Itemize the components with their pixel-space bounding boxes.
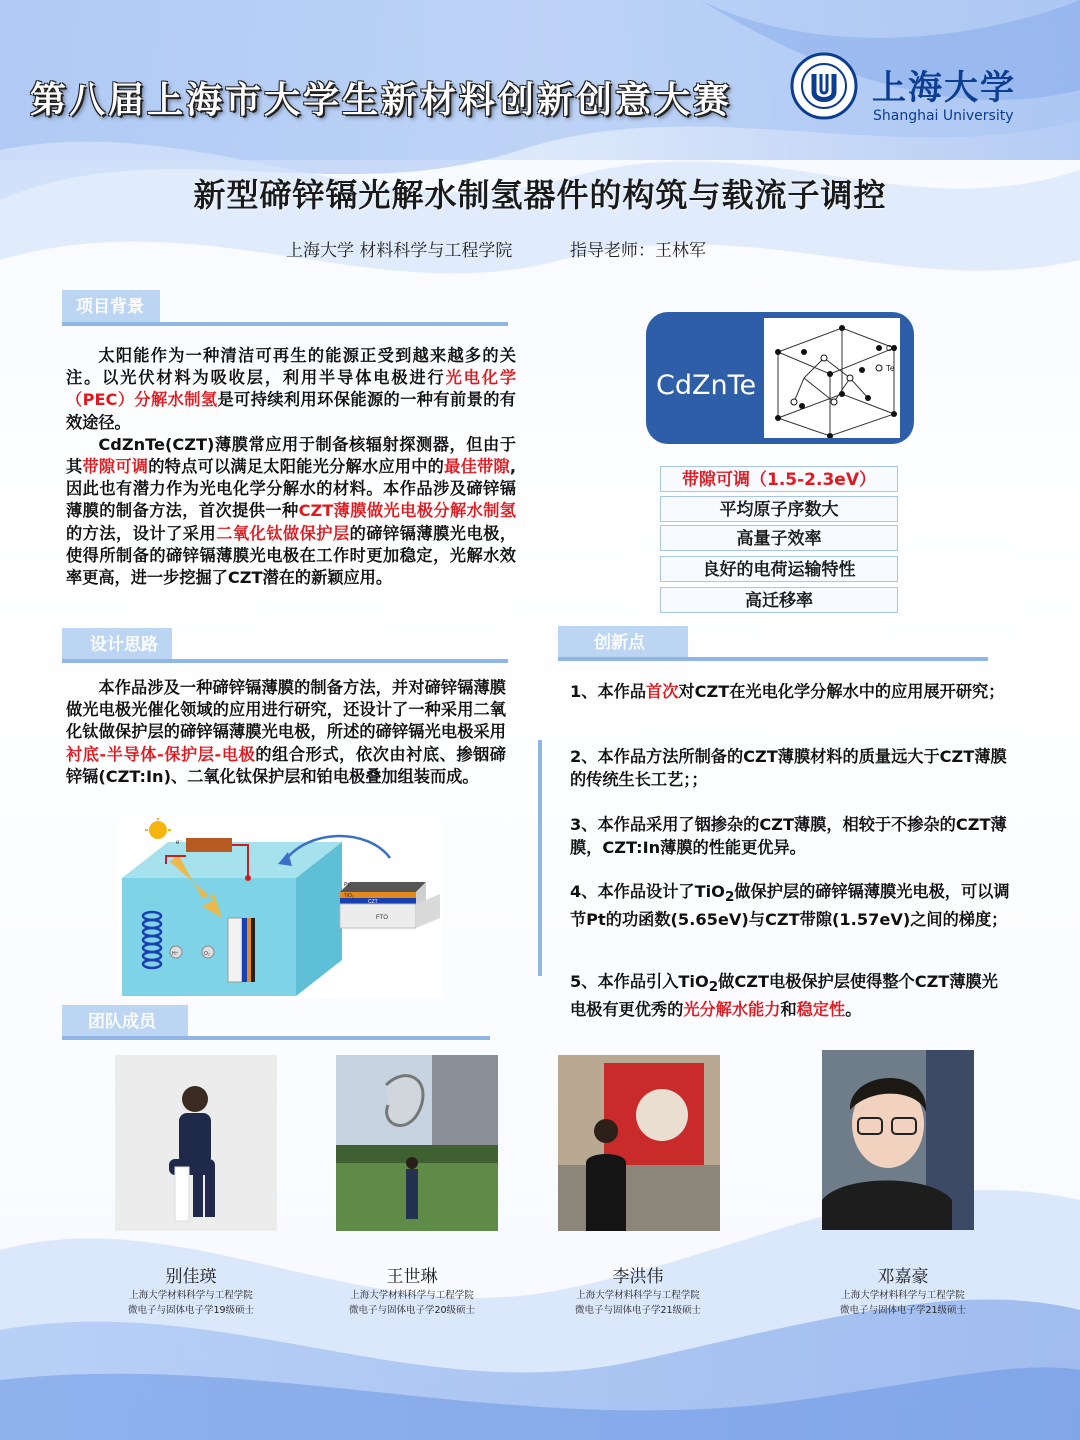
member-name: 邓嘉豪 xyxy=(877,1267,929,1287)
innovation-item: 2、本作品方法所制备的CZT薄膜材料的质量远大于CZT薄膜的传统生长工艺；； xyxy=(570,747,1007,789)
affiliation: 上海大学 材料科学与工程学院 xyxy=(286,241,513,261)
photoelectrode-diagram xyxy=(118,818,442,998)
advisor: 指导老师：王林军 xyxy=(570,241,706,261)
section-rule xyxy=(62,659,508,663)
innovation-item: 4、本作品设计了TiO$_2$做保护层的碲锌镉薄膜光电极，可以调节Pt的功函数(5.65eV)与CZT带隙(1.57eV)之间的梯度； xyxy=(570,882,1010,929)
design-text: 本作品涉及一种碲锌镉薄膜的制备方法，并对碲锌镉薄膜做光电极光催化领域的应用进行研究，还设计了一种采用二氧化钛做保护层的碲锌镉薄膜光电极，所述的碲锌镉光电极采用衬底-半导体-保护层-电极的组合形式，依次由衬底、掺铟碲锌镉(CZT:In)、二氧化钛保护层和铂电极叠加组装而成。 xyxy=(66,678,506,786)
member-photo xyxy=(115,1055,277,1231)
poster-title: 新型碲锌镉光解水制氢器件的构筑与载流子调控 xyxy=(193,176,887,214)
section-heading-innovation: 创新点 xyxy=(558,626,688,660)
section-heading-team: 团队成员 xyxy=(62,1005,188,1039)
university-logo-cn: 上海大学 xyxy=(872,68,1016,108)
member-name: 王世琳 xyxy=(386,1267,438,1287)
university-emblem-icon xyxy=(790,52,858,120)
member-info: 上海大学材料科学与工程学院 微电子与固体电子学21级硕士 xyxy=(839,1290,967,1316)
competition-title: 第八届上海市大学生新材料创新创意大赛 xyxy=(30,79,733,121)
layer-fto-label: FTO xyxy=(376,915,388,921)
diagram-o2-mark: O₂ xyxy=(204,951,210,957)
university-logo-en: Shanghai University xyxy=(873,108,1014,124)
layer-czt-label: CZT xyxy=(368,899,378,905)
legend-te: Te xyxy=(886,364,895,373)
member-info: 上海大学材料科学与工程学院 微电子与固体电子学20级硕士 xyxy=(348,1290,476,1316)
layer-pt-label: Pt xyxy=(344,882,349,888)
section-heading-background: 项目背景 xyxy=(62,290,160,324)
innovation-side-bar xyxy=(538,740,542,976)
feature-item: 带隙可调（1.5-2.3eV） xyxy=(660,466,898,492)
innovation-item: 3、本作品采用了铟掺杂的CZT薄膜，相较于不掺杂的CZT薄膜，CZT:In薄膜的性能更优异。 xyxy=(570,815,1007,857)
innovation-item: 1、本作品首次对CZT在光电化学分解水中的应用展开研究； xyxy=(570,682,1005,701)
member-info: 上海大学材料科学与工程学院 微电子与固体电子学19级硕士 xyxy=(127,1290,255,1316)
member-photo xyxy=(558,1055,720,1231)
feature-item: 高迁移率 xyxy=(660,587,898,613)
diagram-h-mark: H⁺ xyxy=(172,951,179,957)
feature-item: 高量子效率 xyxy=(660,525,898,551)
feature-item: 良好的电荷运输特性 xyxy=(660,556,898,582)
member-photo xyxy=(336,1055,498,1231)
section-heading-design: 设计思路 xyxy=(62,628,172,662)
legend-cd: Cd xyxy=(886,344,897,353)
member-info: 上海大学材料科学与工程学院 微电子与固体电子学21级硕士 xyxy=(574,1290,702,1316)
member-photo xyxy=(822,1050,974,1230)
diagram-electron-mark: e⁻ xyxy=(176,840,183,846)
section-rule xyxy=(558,657,988,661)
section-rule xyxy=(62,1036,490,1040)
crystal-lattice-diagram xyxy=(764,318,900,438)
material-name: CdZnTe xyxy=(656,370,757,401)
layer-tio2-label: TiO₂ xyxy=(344,893,354,899)
innovation-item: 5、本作品引入TiO$_2$做CZT电极保护层使得整个CZT薄膜光电极有更优秀的光分解水能力和稳定性。 xyxy=(570,972,998,1019)
member-name: 别佳瑛 xyxy=(165,1267,217,1287)
member-name: 李洪伟 xyxy=(612,1267,664,1287)
section-rule xyxy=(62,322,508,326)
background-text: 太阳能作为一种清洁可再生的能源正受到越来越多的关注。以光伏材料为吸收层，利用半导体电极进行光电化学（PEC）分解水制氢是可持续利用环保能源的一种有前景的有效途径。 CdZnTe(CZT)薄膜常应用于制备核辐射探测器，但由于其带隙可调的特点可以满足太阳能光分解水应用中的最佳带隙,因此也有潜力作为光电化学分解水的材料。本作品涉及碲锌镉薄膜的制备方法，首次提供一种CZT薄膜做光电极分解水制氢的方法，设计了采用二氧化钛做保护层的碲锌镉薄膜光电极，使得所制备的碲锌镉薄膜光电极在工作时更加稳定，光解水效率更高，进一步挖掘了CZT潜在的新颖应用。 xyxy=(66,346,517,588)
feature-item: 平均原子序数大 xyxy=(660,496,898,522)
